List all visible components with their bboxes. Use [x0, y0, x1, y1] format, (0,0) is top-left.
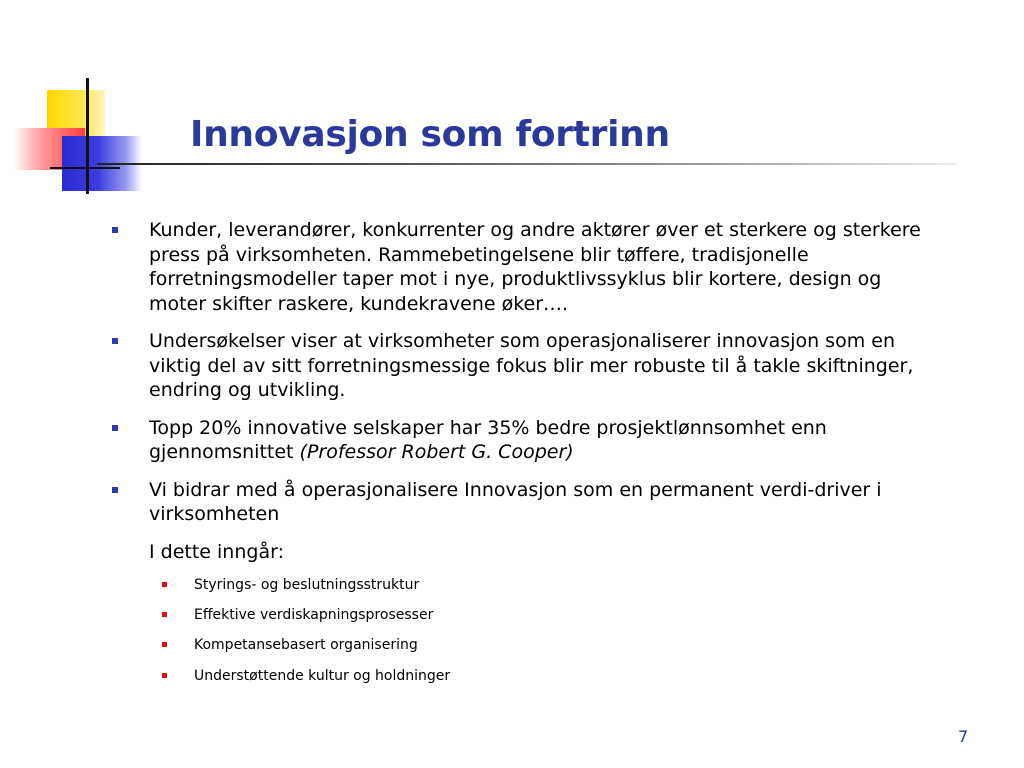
square-bullet-icon — [112, 227, 118, 233]
bullet-text: Topp 20% innovative selskaper har 35% bedre prosjektlønnsomhet enn gjennomsnittet — [149, 416, 827, 463]
bullet-text: Kunder, leverandører, konkurrenter og andre aktører øver et sterkere og sterkere press på virksomheten. Rammebetingelsene blir tøffere, tradisjonelle forretningsmodeller taper mot i nye, produktlivssyklus blir kortere, design og moter skifter raskere, kundekravene øker…. — [149, 219, 921, 315]
decorative-logo — [0, 0, 160, 200]
logo-vertical-line — [86, 78, 89, 194]
sub-bullet-text: Styrings- og beslutningsstruktur — [194, 576, 420, 593]
sub-bullet-item — [112, 576, 942, 594]
bullet-item — [112, 416, 942, 465]
subheading: I dette inngår: — [149, 540, 284, 563]
slide-content — [112, 218, 942, 697]
title-underline — [97, 163, 957, 165]
bullet-item — [112, 218, 942, 316]
square-bullet-icon — [112, 425, 118, 431]
red-square-bullet-icon — [162, 642, 167, 647]
page-number: 7 — [958, 727, 969, 746]
bullet-item — [112, 478, 942, 527]
sub-bullet-text: Understøttende kultur og holdninger — [194, 667, 451, 684]
red-square-bullet-icon — [162, 612, 167, 617]
sub-bullet-item — [112, 606, 942, 624]
sub-bullet-item — [112, 636, 942, 654]
logo-horizontal-line — [50, 167, 120, 169]
red-square-bullet-icon — [162, 582, 167, 587]
sub-bullet-item — [112, 667, 942, 685]
bullet-item — [112, 329, 942, 403]
bullet-text: Undersøkelser viser at virksomheter som operasjonaliserer innovasjon som en viktig del av sitt forretningsmessige fokus blir mer robuste til å takle skiftninger, endring og utvikling. — [149, 330, 914, 401]
red-square-bullet-icon — [162, 673, 167, 678]
bullet-citation: (Professor Robert G. Cooper) — [299, 441, 574, 463]
slide-title: Innovasjon som fortrinn — [190, 114, 670, 155]
sub-bullet-text: Kompetansebasert organisering — [194, 637, 418, 654]
sub-bullet-text: Effektive verdiskapningsprosesser — [194, 606, 434, 623]
bullet-text: Vi bidrar med å operasjonalisere Innovasjon som en permanent verdi-driver i virksomheten — [149, 478, 882, 525]
square-bullet-icon — [112, 338, 118, 344]
square-bullet-icon — [112, 487, 118, 493]
